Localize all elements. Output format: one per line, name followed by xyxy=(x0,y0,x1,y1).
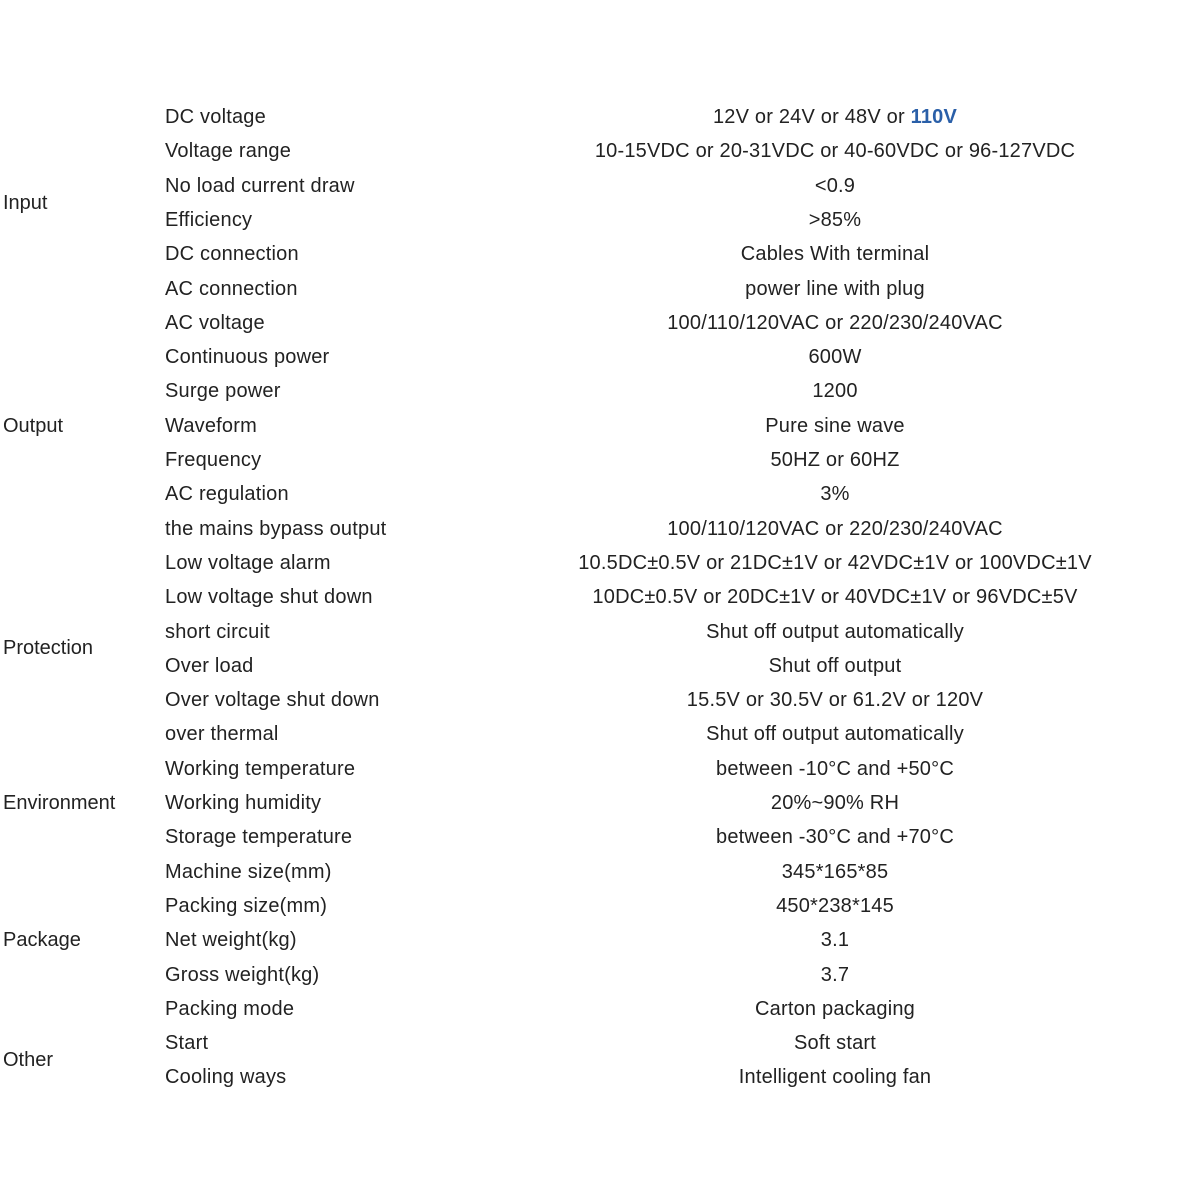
spec-row-dc-voltage xyxy=(0,100,1200,134)
spec-row-no-load-current xyxy=(0,169,1200,203)
spec-label: over thermal xyxy=(165,723,279,746)
spec-value: 100/110/120VAC or 220/230/240VAC xyxy=(667,517,1003,540)
spec-value-text: 12V or 24V or 48V or xyxy=(712,106,911,128)
spec-value: between -10°C and +50°C xyxy=(716,757,954,780)
spec-label: Frequency xyxy=(165,449,262,471)
spec-row-start xyxy=(0,1026,1200,1060)
spec-value: 100/110/120VAC or 220/230/240VAC xyxy=(667,311,1003,334)
spec-label: AC regulation xyxy=(165,483,289,506)
spec-label: Over load xyxy=(165,654,254,677)
spec-row-waveform xyxy=(0,409,1200,443)
spec-value: Pure sine wave xyxy=(765,414,905,437)
spec-value: 345*165*85 xyxy=(781,860,889,883)
category-environment: Environment xyxy=(3,792,116,814)
spec-label: No load current draw xyxy=(165,174,355,197)
spec-row-gross-weight xyxy=(0,958,1200,992)
spec-value: Cables With terminal xyxy=(740,243,930,266)
spec-value: <0.9 xyxy=(814,174,856,197)
spec-row-ac-voltage xyxy=(0,306,1200,340)
spec-row-machine-size xyxy=(0,855,1200,889)
spec-label: Storage temperature xyxy=(165,826,353,849)
spec-label: Voltage range xyxy=(165,140,292,163)
spec-label: Over voltage shut down xyxy=(165,689,380,712)
spec-label: Waveform xyxy=(165,414,257,437)
spec-label: Efficiency xyxy=(165,208,253,231)
spec-row-efficiency xyxy=(0,203,1200,237)
spec-label: Working humidity xyxy=(165,792,322,814)
spec-label: Low voltage alarm xyxy=(165,551,331,574)
spec-label: Cooling ways xyxy=(165,1066,287,1089)
spec-value: 3.7 xyxy=(820,963,850,986)
spec-label: Gross weight(kg) xyxy=(165,963,320,986)
spec-label: Surge power xyxy=(165,380,281,403)
spec-value-highlight: 110V xyxy=(910,106,958,128)
spec-label: Net weight(kg) xyxy=(165,929,297,952)
spec-row-frequency xyxy=(0,443,1200,477)
spec-label: Continuous power xyxy=(165,346,330,369)
category-output: Output xyxy=(3,415,64,437)
spec-row-net-weight xyxy=(0,923,1200,957)
spec-value: 10.5DC±0.5V or 21DC±1V or 42VDC±1V or 100VDC±1V xyxy=(578,551,1092,574)
spec-label: Packing mode xyxy=(165,997,295,1020)
spec-label: AC connection xyxy=(165,277,298,300)
spec-value: 50HZ or 60HZ xyxy=(770,449,900,471)
spec-row-over-voltage-shutdown xyxy=(0,683,1200,717)
spec-value: Shut off output xyxy=(768,654,902,677)
spec-label: the mains bypass output xyxy=(165,517,387,540)
spec-row-dc-connection xyxy=(0,237,1200,271)
spec-value: Intelligent cooling fan xyxy=(738,1066,932,1089)
spec-row-short-circuit xyxy=(0,615,1200,649)
spec-value: 10-15VDC or 20-31VDC or 40-60VDC or 96-127VDC xyxy=(594,140,1076,163)
spec-row-surge-power xyxy=(0,374,1200,408)
spec-row-voltage-range xyxy=(0,134,1200,168)
spec-row-mains-bypass-output xyxy=(0,512,1200,546)
category-protection: Protection xyxy=(3,637,94,659)
spec-label: Low voltage shut down xyxy=(165,586,373,609)
spec-row-continuous-power xyxy=(0,340,1200,374)
spec-label: short circuit xyxy=(165,620,270,643)
spec-value: Shut off output automatically xyxy=(706,620,964,643)
spec-value: Shut off output automatically xyxy=(706,723,964,746)
spec-label: Working temperature xyxy=(165,757,356,780)
spec-value: 600W xyxy=(808,346,862,369)
spec-label: Machine size(mm) xyxy=(165,860,332,883)
spec-value: Soft start xyxy=(793,1032,877,1055)
spec-row-storage-temperature xyxy=(0,820,1200,854)
spec-row-cooling-ways xyxy=(0,1060,1200,1094)
spec-value: power line with plug xyxy=(745,277,925,300)
category-input: Input xyxy=(3,192,48,214)
spec-value: 450*238*145 xyxy=(776,894,894,917)
spec-row-low-voltage-alarm xyxy=(0,546,1200,580)
spec-row-packing-mode xyxy=(0,992,1200,1026)
spec-label: Packing size(mm) xyxy=(165,894,328,917)
spec-value xyxy=(470,106,1200,128)
spec-row-over-load xyxy=(0,649,1200,683)
spec-value: 3% xyxy=(820,483,850,506)
spec-value: 1200 xyxy=(812,380,858,403)
category-other: Other xyxy=(3,1049,54,1071)
spec-row-working-temperature xyxy=(0,752,1200,786)
spec-row-working-humidity xyxy=(0,786,1200,820)
spec-label: DC voltage xyxy=(165,106,266,128)
spec-row-ac-connection xyxy=(0,272,1200,306)
category-package: Package xyxy=(3,929,81,951)
spec-label: Start xyxy=(165,1032,209,1055)
spec-value: 3.1 xyxy=(820,929,850,952)
spec-row-over-thermal xyxy=(0,717,1200,751)
spec-row-ac-regulation xyxy=(0,477,1200,511)
spec-label: AC voltage xyxy=(165,311,265,334)
spec-row-packing-size xyxy=(0,889,1200,923)
spec-value: between -30°C and +70°C xyxy=(716,826,954,849)
spec-label: DC connection xyxy=(165,243,299,266)
spec-value: Carton packaging xyxy=(755,997,915,1020)
spec-value: 15.5V or 30.5V or 61.2V or 120V xyxy=(686,689,984,712)
spec-value: >85% xyxy=(808,208,862,231)
spec-row-low-voltage-shutdown xyxy=(0,580,1200,614)
spec-value: 10DC±0.5V or 20DC±1V or 40VDC±1V or 96VDC±5V xyxy=(592,586,1078,609)
spec-value: 20%~90% RH xyxy=(770,792,900,814)
